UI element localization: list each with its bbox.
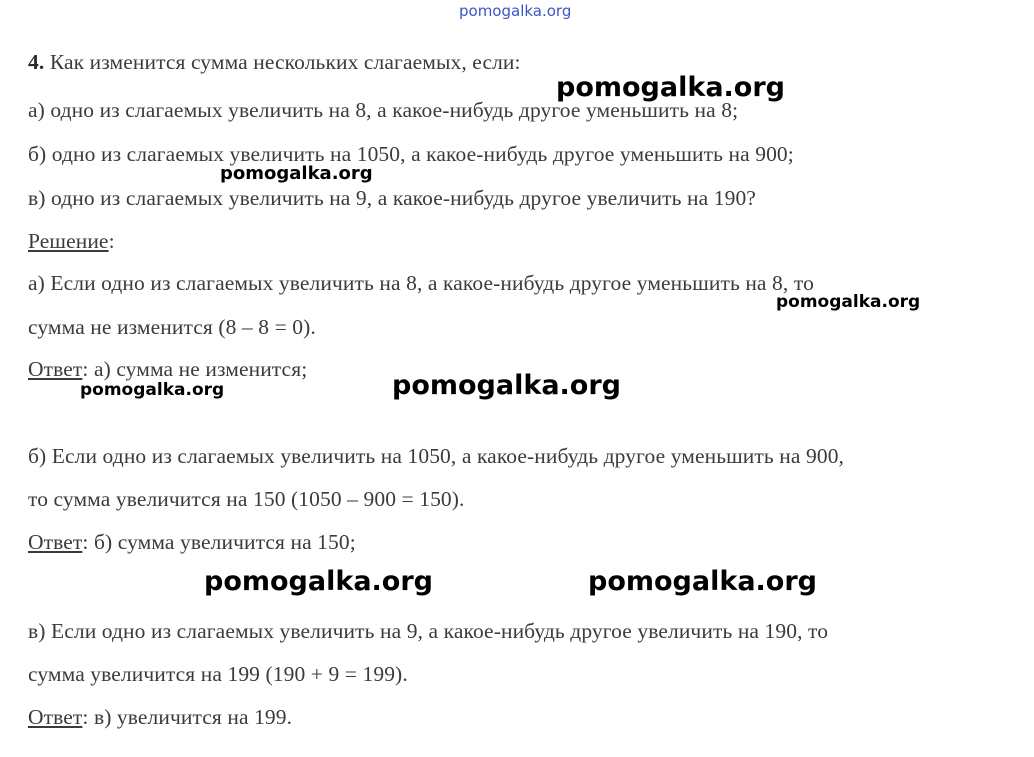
answer-label: Ответ <box>28 705 83 729</box>
answer-c-text: : в) увеличится на 199. <box>82 705 293 729</box>
watermark-2: pomogalka.org <box>220 163 373 184</box>
answer-b <box>28 529 356 555</box>
task-item-b: б) одно из слагаемых увеличить на 1050, а какое-нибудь другое уменьшить на 900; <box>28 142 794 166</box>
solution-heading-text: Решение <box>28 229 109 253</box>
answer-c <box>28 704 292 730</box>
answer-a <box>28 356 307 382</box>
answer-label: Ответ <box>28 357 83 381</box>
task-number: 4. <box>28 50 45 74</box>
solution-c-line2: сумма увеличится на 199 (190 + 9 = 199). <box>28 662 408 686</box>
task-question <box>28 49 521 75</box>
watermark-4: pomogalka.org <box>80 380 225 400</box>
watermark-7: pomogalka.org <box>588 566 817 597</box>
watermark-1: pomogalka.org <box>556 72 785 103</box>
solution-b-line1: б) Если одно из слагаемых увеличить на 1050, а какое-нибудь другое уменьшить на 900, <box>28 444 845 468</box>
task-item-a: а) одно из слагаемых увеличить на 8, а какое-нибудь другое уменьшить на 8; <box>28 98 739 122</box>
solution-heading <box>28 228 115 254</box>
answer-a-text: : а) сумма не изменится; <box>82 357 308 381</box>
solution-heading-colon: : <box>108 229 115 253</box>
solution-b-line2: то сумма увеличится на 150 (1050 – 900 = 150). <box>28 487 465 511</box>
answer-label: Ответ <box>28 530 83 554</box>
task-item-c: в) одно из слагаемых увеличить на 9, а какое-нибудь другое увеличить на 190? <box>28 186 756 210</box>
task-question-text: Как изменится сумма нескольких слагаемых, если: <box>49 50 521 74</box>
solution-c-line1: в) Если одно из слагаемых увеличить на 9, а какое-нибудь другое увеличить на 190, то <box>28 619 829 643</box>
watermark-5: pomogalka.org <box>392 370 621 401</box>
solution-a-line1: а) Если одно из слагаемых увеличить на 8, а какое-нибудь другое уменьшить на 8, то <box>28 271 814 295</box>
watermark-top[interactable]: pomogalka.org <box>459 2 572 20</box>
watermark-3: pomogalka.org <box>776 292 921 312</box>
answer-b-text: : б) сумма увеличится на 150; <box>82 530 356 554</box>
watermark-6: pomogalka.org <box>204 566 433 597</box>
solution-a-line2: сумма не изменится (8 – 8 = 0). <box>28 315 316 339</box>
